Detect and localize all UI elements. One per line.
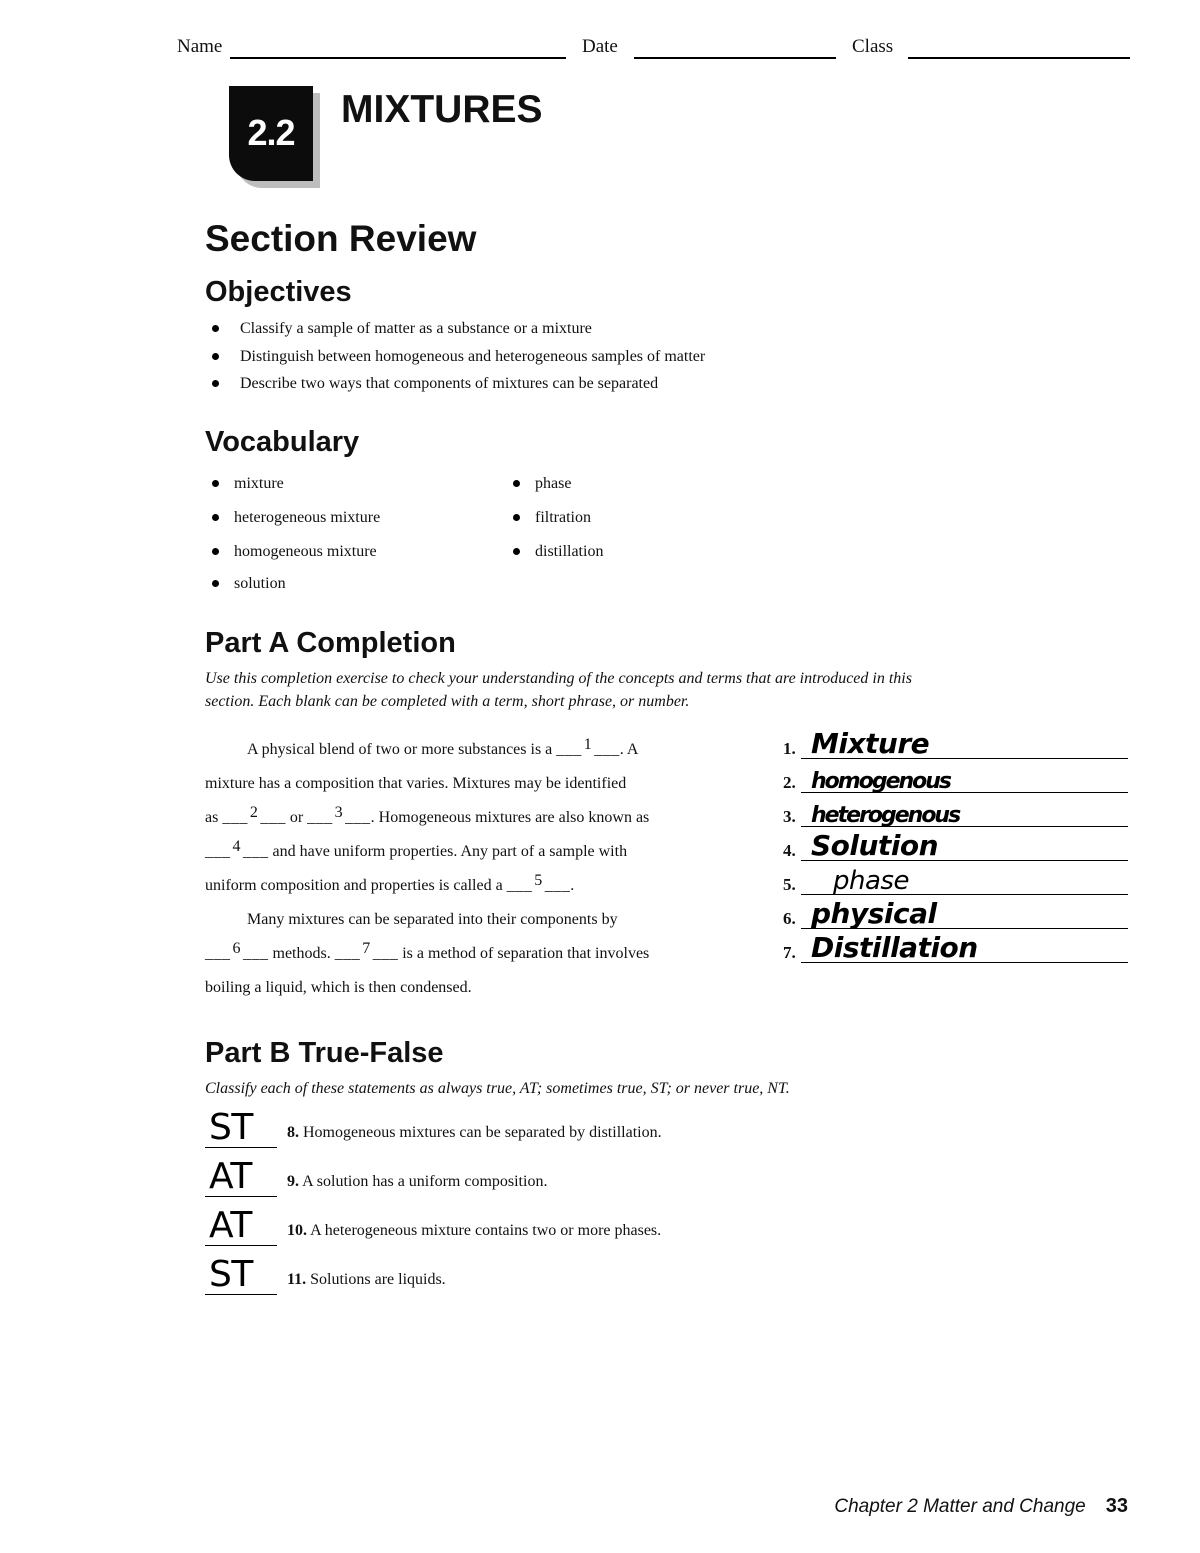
answer-handwriting: Mixture xyxy=(811,727,930,760)
vocab-term: solution xyxy=(234,575,286,592)
answer-number: 5. xyxy=(783,875,796,894)
answer-number: 7. xyxy=(783,943,796,962)
blank-number: 6 xyxy=(232,940,241,957)
tf-number: 9. xyxy=(287,1173,299,1190)
answer-row[interactable] xyxy=(783,865,1128,899)
answer-row[interactable] xyxy=(783,729,1128,763)
bullet-icon xyxy=(212,514,219,521)
paragraph-text: as xyxy=(205,809,223,826)
objectives-heading: Objectives xyxy=(205,276,352,308)
vocab-item xyxy=(511,508,591,528)
blank-number: 7 xyxy=(362,940,371,957)
answer-row[interactable] xyxy=(783,933,1128,967)
answer-number: 1. xyxy=(783,739,796,758)
paragraph-line xyxy=(205,733,735,767)
blank-number: 2 xyxy=(249,804,259,821)
blank-3: ___ 3 ___ xyxy=(307,804,371,826)
paragraph-line: Many mixtures can be separated into their components by xyxy=(247,911,618,928)
paragraph-line xyxy=(205,801,735,835)
blank-2: ___ 2 ___ xyxy=(222,804,286,826)
tf-item xyxy=(205,1246,905,1295)
bullet-icon xyxy=(212,325,219,332)
name-label: Name xyxy=(177,36,223,57)
objective-item xyxy=(210,343,705,371)
answer-handwriting: homogenous xyxy=(811,769,951,794)
bullet-icon xyxy=(513,480,520,487)
vocab-term: filtration xyxy=(535,509,591,526)
objectives-list xyxy=(210,315,705,398)
paragraph-text: . xyxy=(570,877,575,894)
vocab-item xyxy=(210,474,284,494)
chapter-label: Chapter 2 Matter and Change xyxy=(834,1496,1086,1517)
tf-text: A solution has a uniform composition. xyxy=(302,1173,548,1190)
blank-4: ___ 4 ___ xyxy=(205,838,269,860)
answer-number: 3. xyxy=(783,807,796,826)
bullet-icon xyxy=(212,580,219,587)
section-badge xyxy=(229,86,313,181)
objective-text: Distinguish between homogeneous and heterogeneous samples of matter xyxy=(240,347,706,365)
bullet-icon xyxy=(212,548,219,555)
completion-paragraph xyxy=(205,733,735,1005)
part-a-instructions xyxy=(205,667,1105,713)
tf-number: 10. xyxy=(287,1222,307,1239)
tf-text: A heterogeneous mixture contains two or more phases. xyxy=(310,1222,662,1239)
instructions-line: Use this completion exercise to check your understanding of the concepts and terms that are introduced in this xyxy=(205,670,912,687)
vocab-term: homogeneous mixture xyxy=(234,543,377,560)
answer-number: 6. xyxy=(783,909,796,928)
answer-handwriting: Distillation xyxy=(811,931,978,964)
objective-item xyxy=(210,370,705,398)
paragraph-text: and have uniform properties. Any part of a sample with xyxy=(268,843,628,860)
paragraph-line: boiling a liquid, which is then condensed. xyxy=(205,979,472,996)
vocab-item xyxy=(511,474,571,494)
paragraph-line: mixture has a composition that varies. Mixtures may be identified xyxy=(205,775,627,792)
paragraph-text: or xyxy=(285,809,308,826)
page-number: 33 xyxy=(1105,1495,1128,1517)
answer-number: 4. xyxy=(783,841,796,860)
vocab-term: phase xyxy=(535,475,572,492)
answer-number: 2. xyxy=(783,773,796,792)
tf-text: Homogeneous mixtures can be separated by distillation. xyxy=(303,1124,662,1141)
answer-handwriting: heterogenous xyxy=(811,803,960,828)
tf-statement xyxy=(287,1173,547,1191)
bullet-icon xyxy=(212,480,219,487)
part-b-heading: Part B True-False xyxy=(205,1037,444,1069)
blank-1: ___ 1 ___ xyxy=(556,736,620,758)
vocabulary-heading: Vocabulary xyxy=(205,426,360,458)
answer-handwriting: phase xyxy=(833,866,909,896)
date-label: Date xyxy=(582,36,618,57)
tf-statement xyxy=(287,1222,661,1240)
tf-item xyxy=(205,1148,905,1197)
bullet-icon xyxy=(513,548,520,555)
vocab-term: distillation xyxy=(535,543,604,560)
page-title: Section Review xyxy=(205,218,477,259)
answer-handwriting: physical xyxy=(811,897,937,930)
answer-row[interactable] xyxy=(783,899,1128,933)
blank-number: 1 xyxy=(583,736,593,753)
part-b-instructions: Classify each of these statements as always true, AT; sometimes true, ST; or never true, NT. xyxy=(205,1080,790,1097)
vocab-item xyxy=(210,508,380,528)
paragraph-text: uniform composition and properties is called a xyxy=(205,877,507,894)
answer-row[interactable] xyxy=(783,763,1128,797)
bullet-icon xyxy=(513,514,520,521)
paragraph-line xyxy=(205,869,735,903)
class-field[interactable] xyxy=(908,57,1130,59)
paragraph-line xyxy=(205,835,735,869)
blank-number: 5 xyxy=(534,872,543,889)
answer-row[interactable] xyxy=(783,797,1128,831)
tf-statement xyxy=(287,1124,662,1142)
answer-handwriting: ST xyxy=(209,1254,253,1295)
answer-row[interactable] xyxy=(783,831,1128,865)
page-footer xyxy=(834,1495,1128,1518)
blank-7: ___ 7 ___ xyxy=(334,940,399,962)
blank-5: ___ 5 ___ xyxy=(506,872,571,894)
objective-text: Describe two ways that components of mixtures can be separated xyxy=(240,375,659,392)
instructions-line: section. Each blank can be completed with a term, short phrase, or number. xyxy=(205,693,690,710)
part-a-heading: Part A Completion xyxy=(205,627,456,659)
answer-handwriting: ST xyxy=(209,1107,253,1148)
class-label: Class xyxy=(852,36,894,57)
section-number: 2.2 xyxy=(247,112,295,153)
tf-text: Solutions are liquids. xyxy=(310,1271,446,1288)
tf-number: 11. xyxy=(287,1271,307,1288)
tf-item xyxy=(205,1099,905,1148)
blank-number: 3 xyxy=(334,804,344,821)
paragraph-text: methods. xyxy=(268,945,335,962)
objective-text: Classify a sample of matter as a substance or a mixture xyxy=(240,320,592,337)
bullet-icon xyxy=(212,380,219,387)
paragraph-text: . A xyxy=(619,741,639,758)
paragraph-text: A physical blend of two or more substances is a xyxy=(247,741,557,758)
tf-number: 8. xyxy=(287,1124,299,1141)
vocab-item xyxy=(210,542,377,562)
vocab-term: heterogeneous mixture xyxy=(234,509,381,526)
bullet-icon xyxy=(212,353,219,360)
answer-handwriting: Solution xyxy=(811,829,939,862)
blank-number: 4 xyxy=(232,838,241,855)
vocab-item xyxy=(511,542,603,562)
blank-6: ___ 6 ___ xyxy=(205,940,269,962)
tf-item xyxy=(205,1197,905,1246)
tf-statement xyxy=(287,1271,446,1289)
answer-handwriting: AT xyxy=(209,1205,252,1246)
name-field[interactable] xyxy=(230,57,566,59)
answer-handwriting: AT xyxy=(209,1156,252,1197)
paragraph-text: is a method of separation that involves xyxy=(398,945,650,962)
vocab-term: mixture xyxy=(234,475,284,492)
paragraph-text: . Homogeneous mixtures are also known as xyxy=(370,809,650,826)
date-field[interactable] xyxy=(634,57,836,59)
vocab-item xyxy=(210,574,286,594)
section-title: MIXTURES xyxy=(341,88,543,131)
paragraph-line xyxy=(205,937,735,971)
objective-item xyxy=(210,315,705,343)
